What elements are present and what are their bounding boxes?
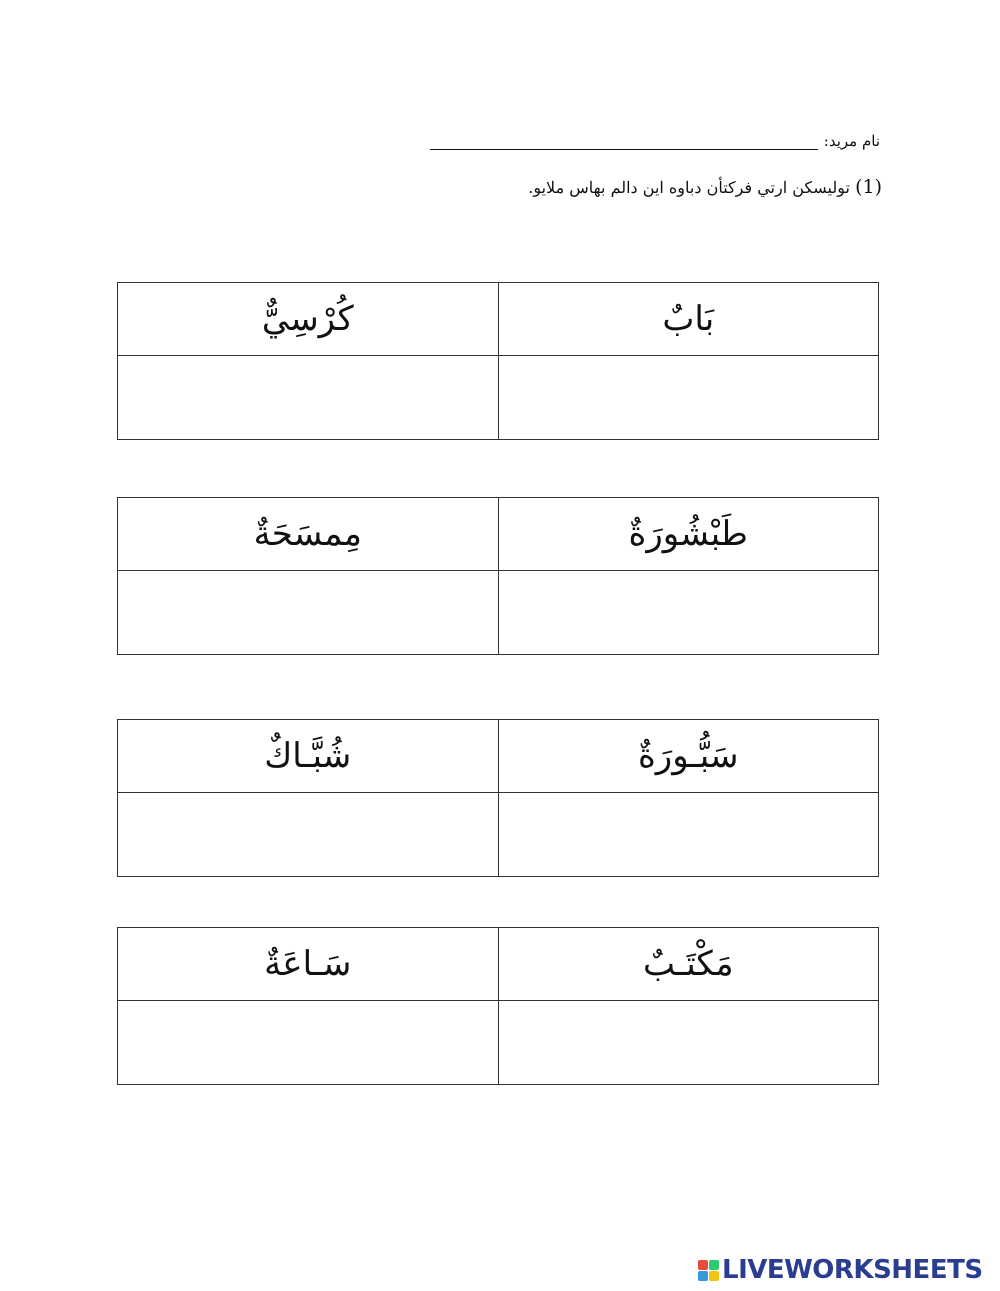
logo-square: [709, 1260, 719, 1270]
answer-cell: [498, 793, 879, 877]
instruction-number: (1): [855, 176, 882, 198]
word-cell: طَبْشُورَةٌ: [498, 498, 879, 571]
answer-cell: [498, 356, 879, 440]
vocab-table-3: [117, 719, 879, 877]
logo-square: [698, 1271, 708, 1281]
student-name-row: [430, 118, 880, 150]
answer-box[interactable]: [499, 571, 879, 654]
answer-cell: [498, 571, 879, 655]
word-cell: سَبُّـورَةٌ: [498, 720, 879, 793]
answer-cell: [118, 793, 499, 877]
answer-box[interactable]: [118, 356, 498, 439]
logo-icon: [698, 1260, 719, 1281]
answer-box[interactable]: [118, 1001, 498, 1084]
word-cell: مِمسَحَةٌ: [118, 498, 499, 571]
word-cell: بَابٌ: [498, 283, 879, 356]
vocab-table-4: [117, 927, 879, 1085]
answer-box[interactable]: [499, 356, 879, 439]
answer-box[interactable]: [118, 571, 498, 654]
word-cell: سَـاعَةٌ: [118, 928, 499, 1001]
answer-box[interactable]: [118, 793, 498, 876]
liveworksheets-logo[interactable]: [698, 1256, 983, 1284]
word-cell: كُرْسِيٌّ: [118, 283, 499, 356]
answer-box[interactable]: [499, 793, 879, 876]
name-label: نام مريد:: [823, 132, 880, 150]
answer-cell: [498, 1001, 879, 1085]
brand-name: LIVEWORKSHEETS: [722, 1255, 983, 1285]
name-blank-line[interactable]: [430, 129, 818, 150]
logo-square: [698, 1260, 708, 1270]
answer-cell: [118, 1001, 499, 1085]
instruction-text: توليسكن ارتي فركتأن دباوه اين دالم بهاس ملايو.: [528, 178, 850, 197]
vocab-table-2: [117, 497, 879, 655]
logo-square: [709, 1271, 719, 1281]
instruction: [430, 176, 882, 198]
word-cell: مَكْتَـبٌ: [498, 928, 879, 1001]
word-cell: شُبَّـاكٌ: [118, 720, 499, 793]
answer-cell: [118, 356, 499, 440]
answer-box[interactable]: [499, 1001, 879, 1084]
vocab-table-1: [117, 282, 879, 440]
answer-cell: [118, 571, 499, 655]
